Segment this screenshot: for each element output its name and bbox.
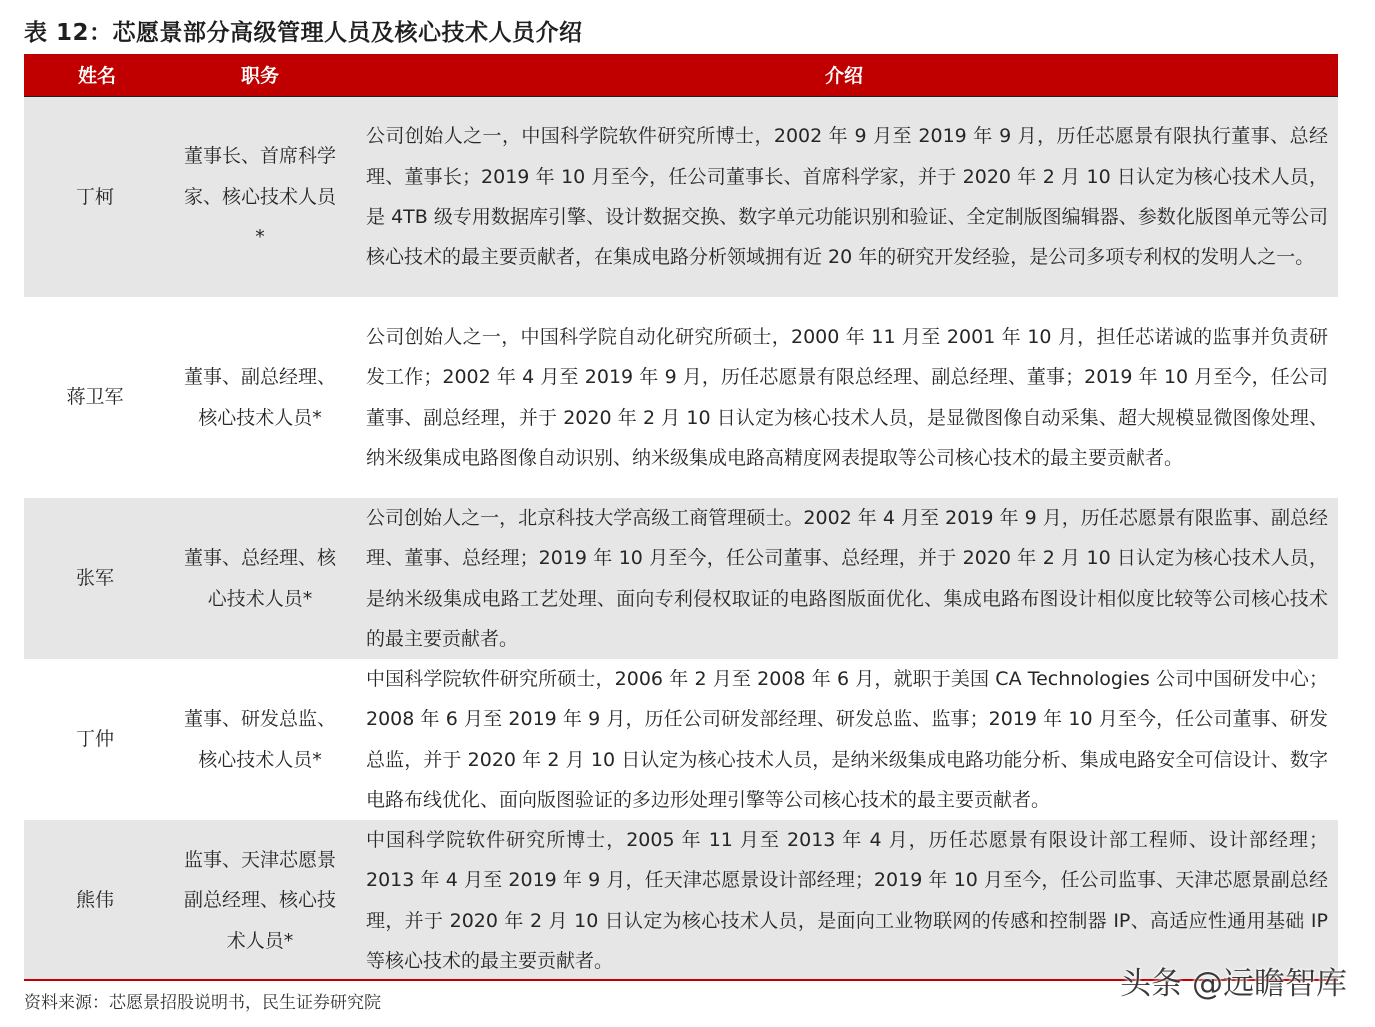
- personnel-table: [24, 54, 1338, 981]
- table-row: [24, 96, 1338, 297]
- cell-title: 监事、天津芯愿景副总经理、核心技术人员*: [170, 820, 350, 981]
- cell-title: 董事长、首席科学家、核心技术人员*: [170, 96, 350, 297]
- cell-title: 董事、副总经理、核心技术人员*: [170, 297, 350, 498]
- table-row: [24, 659, 1338, 820]
- table-row: [24, 297, 1338, 498]
- cell-name: 丁柯: [24, 96, 170, 297]
- watermark: 头条 @远瞻智库: [1120, 966, 1347, 1002]
- table-caption: 表 12：芯愿景部分高级管理人员及核心技术人员介绍: [24, 20, 583, 46]
- header-title: 职务: [170, 54, 350, 96]
- cell-name: 张军: [24, 498, 170, 659]
- cell-title: 董事、研发总监、核心技术人员*: [170, 659, 350, 820]
- cell-name: 蒋卫军: [24, 297, 170, 498]
- cell-name: 丁仲: [24, 659, 170, 820]
- table-header-row: [24, 54, 1338, 96]
- cell-intro: 公司创始人之一，中国科学院软件研究所博士，2002 年 9 月至 2019 年 9 月，历任芯愿景有限执行董事、总经理、董事长；2019 年 10 月至今，任公司董事长、首席科学家，并于 2020 年 2 月 10 日认定为核心技术人员，是 4TB 级专用数据库引擎、设计数据交换、数字单元功能识别和验证、全定制版图编辑器、参数化版图单元等公司核心技术的最主要贡献者，在集成电路分析领域拥有近 20 年的研究开发经验，是公司多项专利权的发明人之一。: [350, 96, 1338, 297]
- table-row: [24, 498, 1338, 659]
- cell-intro: 公司创始人之一，北京科技大学高级工商管理硕士。2002 年 4 月至 2019 年 9 月，历任芯愿景有限监事、副总经理、董事、总经理；2019 年 10 月至今，任公司董事、总经理，并于 2020 年 2 月 10 日认定为核心技术人员，是纳米级集成电路工艺处理、面向专利侵权取证的电路图版面优化、集成电路布图设计相似度比较等公司核心技术的最主要贡献者。: [350, 498, 1338, 659]
- cell-title: 董事、总经理、核心技术人员*: [170, 498, 350, 659]
- source-note: 资料来源：芯愿景招股说明书，民生证券研究院: [24, 993, 381, 1013]
- cell-name: 熊伟: [24, 820, 170, 981]
- table-row: [24, 820, 1338, 981]
- cell-intro: 公司创始人之一，中国科学院自动化研究所硕士，2000 年 11 月至 2001 年 10 月，担任芯诺诚的监事并负责研发工作；2002 年 4 月至 2019 年 9 月，历任芯愿景有限总经理、副总经理、董事；2019 年 10 月至今，任公司董事、副总经理，并于 2020 年 2 月 10 日认定为核心技术人员，是显微图像自动采集、超大规模显微图像处理、纳米级集成电路图像自动识别、纳米级集成电路高精度网表提取等公司核心技术的最主要贡献者。: [350, 297, 1338, 498]
- cell-intro: 中国科学院软件研究所博士，2005 年 11 月至 2013 年 4 月，历任芯愿景有限设计部工程师、设计部经理；2013 年 4 月至 2019 年 9 月，任天津芯愿景设计部经理；2019 年 10 月至今，任公司监事、天津芯愿景副总经理，并于 2020 年 2 月 10 日认定为核心技术人员，是面向工业物联网的传感和控制器 IP、高适应性通用基础 IP 等核心技术的最主要贡献者。: [350, 820, 1338, 981]
- header-name: 姓名: [24, 54, 170, 96]
- header-intro: 介绍: [350, 54, 1338, 96]
- cell-intro: 中国科学院软件研究所硕士，2006 年 2 月至 2008 年 6 月，就职于美国 CA Technologies 公司中国研发中心；2008 年 6 月至 2019 年 9 月，历任公司研发部经理、研发总监、监事；2019 年 10 月至今，任公司董事、研发总监，并于 2020 年 2 月 10 日认定为核心技术人员，是纳米级集成电路功能分析、集成电路安全可信设计、数字电路布线优化、面向版图验证的多边形处理引擎等公司核心技术的最主要贡献者。: [350, 659, 1338, 820]
